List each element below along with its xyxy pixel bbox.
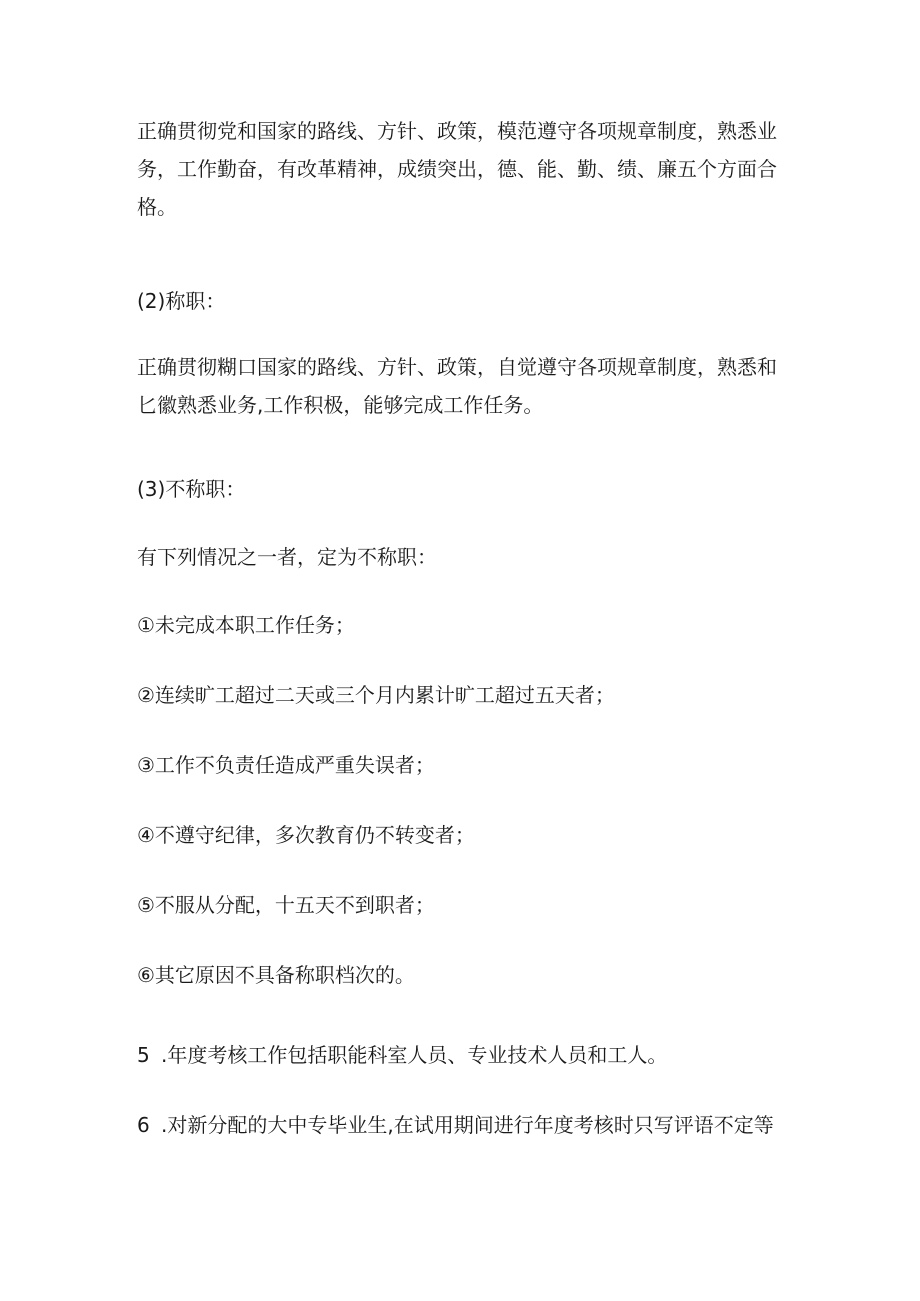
item-number: 5 <box>137 1043 150 1067</box>
paragraph-competent-criteria <box>137 348 787 424</box>
heading-competent: (2)称职： <box>137 289 226 313</box>
numbered-item-6 <box>137 1106 787 1144</box>
text-line: 正确贯彻党和国家的路线、方针、政策，模范遵守各项规章制度，熟悉业 <box>137 119 777 143</box>
item-text: .对新分配的大中专毕业生,在试用期间进行年度考核时只写评语不定等 <box>161 1113 774 1137</box>
numbered-item-5 <box>137 1036 787 1074</box>
list-item: ④不遵守纪律，多次教育仍不转变者； <box>137 823 475 847</box>
text-line: 格。 <box>137 195 177 219</box>
text-line: 匕徽熟悉业务,工作积极，能够完成工作任务。 <box>137 393 544 417</box>
text-line: 正确贯彻糊口国家的路线、方针、政策，自觉遵守各项规章制度，熟悉和 <box>137 355 777 379</box>
list-item: ⑤不服从分配，十五天不到职者； <box>137 893 435 917</box>
list-item: ①未完成本职工作任务； <box>137 613 355 637</box>
intro-incompetent: 有下列情况之一者，定为不称职： <box>137 545 437 569</box>
text-line: 务，工作勤奋，有改革精神，成绩突出，德、能、勤、绩、廉五个方面合 <box>137 157 777 181</box>
paragraph-excellent-criteria <box>137 112 787 226</box>
item-text: .年度考核工作包括职能科室人员、专业技术人员和工人。 <box>161 1043 668 1067</box>
heading-incompetent: (3)不称职： <box>137 477 246 501</box>
list-item: ②连续旷工超过二天或三个月内累计旷工超过五天者； <box>137 683 615 707</box>
list-item: ⑥其它原因不具备称职档次的。 <box>137 963 415 987</box>
list-item: ③工作不负责任造成严重失误者； <box>137 753 435 777</box>
item-number: 6 <box>137 1113 150 1137</box>
